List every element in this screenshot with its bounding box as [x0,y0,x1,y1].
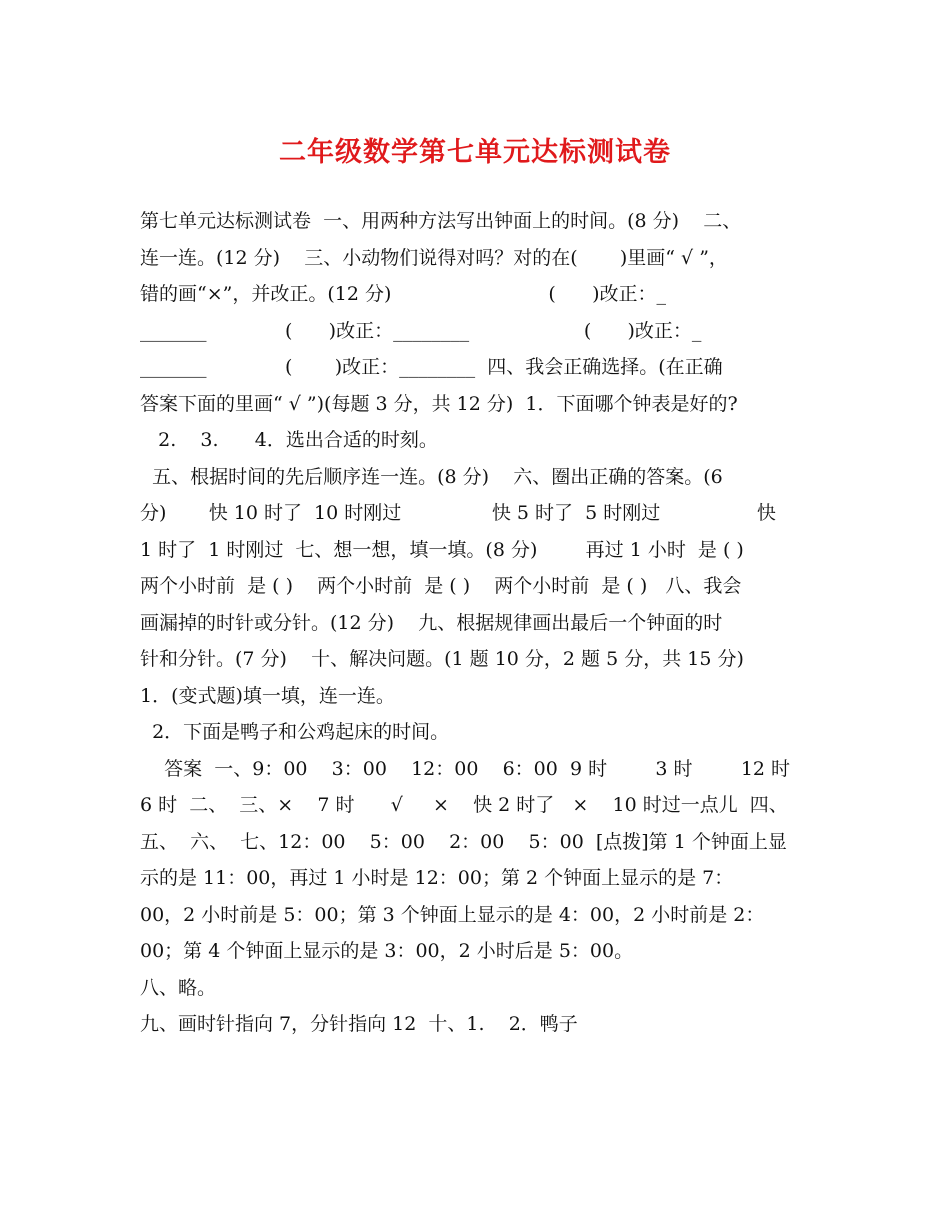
text-line: 6 时 二、 三、× 7 时 √ × 快 2 时了 × 10 时过一点儿 四、 [140,794,788,816]
text-line: 两个小时前 是 ( ) 两个小时前 是 ( ) 两个小时前 是 ( ) 八、我会 [140,575,742,597]
text-line: 九、画时针指向 7，分针指向 12 十、1. 2．鸭子 [140,1013,578,1035]
text-line: 答案 一、9：00 3：00 12：00 6：00 9 时 3 时 12 时 [140,757,791,780]
text-line: 八、略。 [140,976,217,999]
text-line: 答案下面的里画“ √ ”)(每题 3 分，共 12 分) 1．下面哪个钟表是好的? [140,392,738,415]
text-line: 第七单元达标测试卷 一、用两种方法写出钟面上的时间。(8 分) 二、 [140,210,742,232]
document-body [140,203,820,1043]
text-line: 画漏掉的时针或分针。(12 分) 九、根据规律画出最后一个钟面的时 [140,611,723,634]
document-title: 二年级数学第七单元达标测试卷 [279,137,671,168]
text-line: 00，2 小时前是 5：00；第 3 个钟面上显示的是 4：00，2 小时前是 2： [140,903,765,926]
text-line: 00；第 4 个钟面上显示的是 3：00，2 小时后是 5：00。 [140,940,634,962]
text-line: 错的画“×”，并改正。(12 分) ( )改正：_ [140,283,666,305]
text-line: 针和分针。(7 分) 十、解决问题。(1 题 10 分，2 题 5 分，共 15 分) [140,648,744,670]
text-line: 1 时了 1 时刚过 七、想一想，填一填。(8 分) 再过 1 小时 是 ( ) [140,538,744,561]
text-line: _______ ( )改正：________ ( )改正：_ [140,319,702,342]
text-line: 示的是 11：00，再过 1 小时是 12：00；第 2 个钟面上显示的是 7： [140,867,734,889]
text-line: 1．(变式题)填一填，连一连。 [140,684,395,707]
text-line: _______ ( )改正：________ 四、我会正确选择。(在正确 [140,356,723,378]
text-line: 五、根据时间的先后顺序连一连。(8 分) 六、圈出正确的答案。(6 [140,465,723,488]
text-line: 2. 3. 4．选出合适的时刻。 [140,429,438,451]
text-line: 分) 快 10 时了 10 时刚过 快 5 时了 5 时刚过 快 [140,502,776,524]
text-line: 五、 六、 七、12：00 5：00 2：00 5：00 [点拨]第 1 个钟面上显 [140,830,787,853]
text-line: 连一连。(12 分) 三、小动物们说得对吗？对的在( )里画“ √ ”， [140,246,728,269]
text-line: 2．下面是鸭子和公鸡起床的时间。 [140,721,450,743]
